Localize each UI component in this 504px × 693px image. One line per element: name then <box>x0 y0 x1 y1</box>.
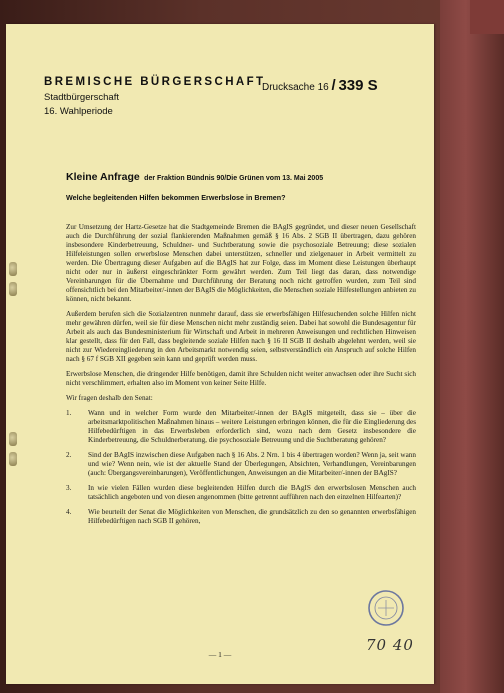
title-main: Kleine Anfrage <box>66 171 140 183</box>
question-number: 4. <box>66 508 72 516</box>
document-page <box>6 24 434 684</box>
question-text: Wie beurteilt der Senat die Möglichkeiten von Menschen, die grundsätzlich zu den so genannten erwerbsfähigen Hilfebedürftigen nach SGB II gehören, <box>88 508 416 525</box>
binder-edge <box>440 0 504 693</box>
page-number: — 1 — <box>208 650 232 659</box>
question-number: 1. <box>66 409 72 417</box>
question-list <box>66 409 416 526</box>
drucksache-slash: / <box>331 77 336 94</box>
question-item <box>66 409 416 445</box>
binder-ring-icon <box>9 262 17 276</box>
organization-sub2: 16. Wahlperiode <box>44 106 113 117</box>
question-item <box>66 451 416 478</box>
question-number: 2. <box>66 451 72 459</box>
question-text: In wie vielen Fällen wurden diese begleitenden Hilfen durch die BAgIS den erwerbslosen Menschen auch tatsächlich angeboten und von diesen angenommen (bitte getrennt aufführen nach den einzelnen Hilfearten)? <box>88 484 416 501</box>
folder-tab <box>470 0 504 34</box>
document-body <box>66 223 416 532</box>
question-number: 3. <box>66 484 72 492</box>
paragraph: Wir fragen deshalb den Senat: <box>66 394 153 402</box>
binder-ring-icon <box>9 282 17 296</box>
organization-sub1: Stadtbürgerschaft <box>44 92 119 103</box>
stamp-icon <box>366 588 406 628</box>
paragraph: Erwerbslose Menschen, die dringender Hilfe benötigen, damit ihre Schulden nicht weiter anwachsen oder ihre Sucht sich nicht verschlimmert, erhalten also im Moment von keiner Seite Hilfe. <box>66 370 416 387</box>
title-sub: der Fraktion Bündnis 90/Die Grünen vom 13. Mai 2005 <box>144 175 324 182</box>
paragraph: Zur Umsetzung der Hartz-Gesetze hat die Stadtgemeinde Bremen die BAgIS gegründet, und dieser neuen Gesellschaft auch die Durchführung der sozial flankierenden Maßnahmen gemäß § 16 Abs. 2 SGB II übertragen, dazu gehören insbesondere Kinderbetreuung, Schuldner- und Suchtberatung sowie die psychosoziale Betreuung; diese sozialen Hilfeleistungen sollen erwerbslose Menschen dabei unterstützen, schneller und zielgenauer in Arbeit vermittelt zu werden. Die Übertragung dieser Aufgaben auf die BAgIS hat zur Folge, dass im Moment diese Leistungen überhaupt nicht oder nur in äußerst eingeschränkter Form gewährt werden. Zum Teil liegt das daran, dass notwendige Vereinbarungen für die Übernahme und Durchführung der Beratung noch nicht getroffen wurden, zum Teil sind offensichtlich bei den Mitarbeiter/-innen der BAgIS die Möglichkeiten, die Menschen soziale Hilfestellungen anbieten zu können, nicht bekannt. <box>66 223 416 303</box>
question-title: Welche begleitenden Hilfen bekommen Erwerbslose in Bremen? <box>66 193 286 202</box>
paragraph: Außerdem berufen sich die Sozialzentren nunmehr darauf, dass sie erwerbsfähigen Hilfesuchenden solche Hilfen nicht mehr gewähren dürfen, weil sie für diese Menschen nicht mehr zuständig seien. Dabei hat sowohl die Bundesagentur für Arbeit als auch das Bundesministerium für Wirtschaft und Arbeit in mehreren Anweisungen und rechtlichen Hinweisen klar gestellt, dass für den Fall, dass begleitende soziale Hilfen nach § 16 II SGB II deshalb abgelehnt werden, weil sie nicht zur Wiedereingliederung in den Arbeitsmarkt notwendig seien, selbstverständlich ein Anspruch auf solche Hilfen nach § 67 f SGB XII gegeben sein kann und geprüft werden muss. <box>66 310 416 363</box>
question-item <box>66 484 416 502</box>
handwritten-note: 70 40 <box>366 636 414 654</box>
binder-ring-icon <box>9 452 17 466</box>
drucksache-label: Drucksache 16 <box>262 82 329 93</box>
question-item <box>66 508 416 526</box>
question-text: Sind der BAgIS inzwischen diese Aufgaben nach § 16 Abs. 2 Nrn. 1 bis 4 übertragen worden? Wenn ja, seit wann und wie? Wenn nein, wie ist der aktuelle Stand der Überlegungen, Absichten, Verhandlungen, Vereinbarungen (auch: Übergangsvereinbarungen), Veröffentlichungen, Anweisungen an die Mitarbeiter/-innen der BAgIS? <box>88 451 416 477</box>
binder-ring-icon <box>9 432 17 446</box>
question-text: Wann und in welcher Form wurde den Mitarbeiter/-innen der BAgIS mitgeteilt, dass sie – über die arbeitsmarktpolitischen Maßnahmen hinaus – weitere Leistungen erbringen können, die für die Eingliederung des Hilfebedürftigen in das Erwerbsleben erforderlich sind, wozu nach dem Gesetz insbesondere die Kinderbetreuung, die Schuldnerberatung, die psychosoziale Betreuung und die Suchtberatung gehören? <box>88 409 416 444</box>
document-title <box>66 167 416 185</box>
drucksache-reference <box>262 77 378 94</box>
drucksache-number: 339 S <box>338 77 378 94</box>
organization-name: BREMISCHE BÜRGERSCHAFT <box>44 76 266 88</box>
